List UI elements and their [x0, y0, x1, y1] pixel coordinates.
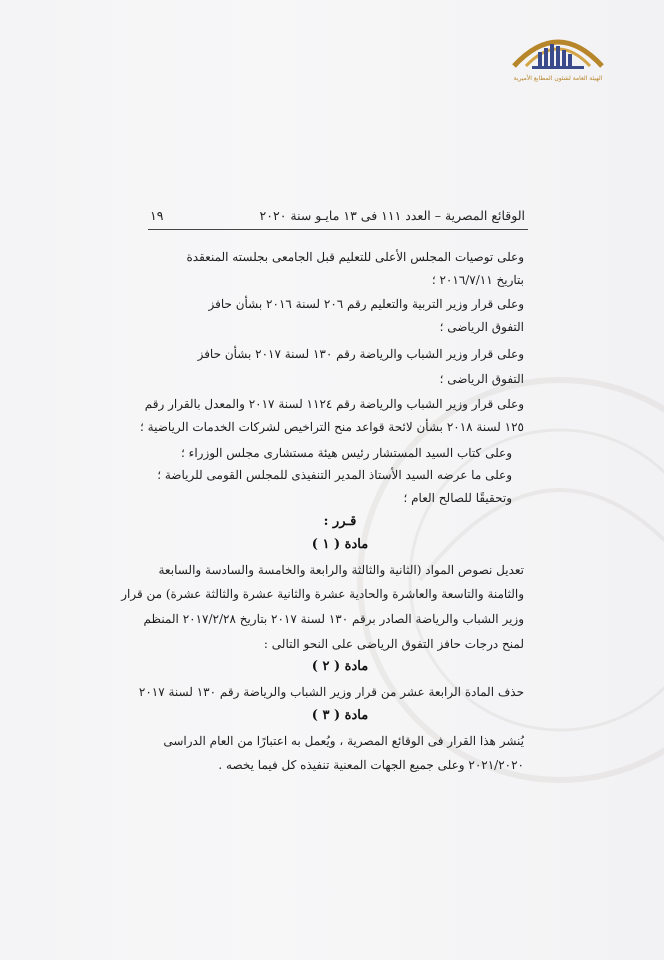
article-1-heading: مادة ( ١ ) [311, 537, 369, 552]
article-3-line: ٢٠٢١/٢٠٢٠ وعلى جميع الجهات المعنية تنفيذه كل فيما يخصه . [218, 758, 524, 772]
text-line: ١٢٥ لسنة ٢٠١٨ بشأن لائحة قواعد منح التراخيص لشركات الخدمات الرياضية ؛ [140, 420, 524, 434]
ministry-logo [508, 22, 608, 94]
article-3-line: يُنشر هذا القرار فى الوقائع المصرية ، ويُعمل به اعتبارًا من العام الدراسى [163, 734, 524, 748]
article-2-line: حذف المادة الرابعة عشر من قرار وزير الشباب والرياضة رقم ١٣٠ لسنة ٢٠١٧ [138, 685, 524, 699]
decision-heading: قـرر : [323, 514, 357, 529]
article-1-line: وزير الشباب والرياضة الصادر برقم ١٣٠ لسنة ٢٠١٧ بتاريخ ٢٠١٧/٢/٢٨ المنظم [143, 612, 524, 626]
text-line: وتحقيقًا للصالح العام ؛ [403, 491, 512, 505]
article-3-heading: مادة ( ٣ ) [311, 708, 369, 723]
text-line: وعلى كتاب السيد المستشار رئيس هيئة مستشارى مجلس الوزراء ؛ [181, 446, 512, 460]
text-line: بتاريخ ٢٠١٦/٧/١١ ؛ [431, 273, 524, 287]
text-line: وعلى قرار وزير الشباب والرياضة رقم ١٣٠ لسنة ٢٠١٧ بشأن حافز [197, 347, 524, 361]
text-line: وعلى قرار وزير التربية والتعليم رقم ٢٠٦ لسنة ٢٠١٦ بشأن حافز [208, 297, 524, 311]
article-1-line: والثامنة والتاسعة والعاشرة والحادية عشرة والثانية عشرة والثالثة عشرة) من قرار [121, 587, 524, 601]
gazette-issue-title: الوقائع المصرية – العدد ١١١ فى ١٣ مايـو سنة ٢٠٢٠ [259, 208, 525, 223]
article-1-line: لمنح درجات حافز التفوق الرياضى على النحو التالى : [263, 637, 524, 651]
header-rule [148, 229, 528, 230]
text-line: وعلى قرار وزير الشباب والرياضة رقم ١١٢٤ لسنة ٢٠١٧ والمعدل بالقرار رقم [144, 397, 524, 411]
page-header [150, 208, 525, 228]
text-line: التفوق الرياضى ؛ [439, 320, 524, 334]
text-line: وعلى توصيات المجلس الأعلى للتعليم قبل الجامعى بجلسته المنعقدة [186, 250, 524, 264]
text-line: التفوق الرياضى ؛ [439, 372, 524, 386]
article-1-line: تعديل نصوص المواد (الثانية والثالثة والرابعة والخامسة والسادسة والسابعة [158, 563, 524, 577]
logo-subtext: الهيئة العامة لشئون المطابع الأميرية [513, 75, 603, 82]
text-line: وعلى ما عرضه السيد الأستاذ المدير التنفيذى للمجلس القومى للرياضة ؛ [157, 468, 512, 482]
page-number: ١٩ [150, 208, 164, 223]
article-2-heading: مادة ( ٢ ) [311, 659, 369, 674]
